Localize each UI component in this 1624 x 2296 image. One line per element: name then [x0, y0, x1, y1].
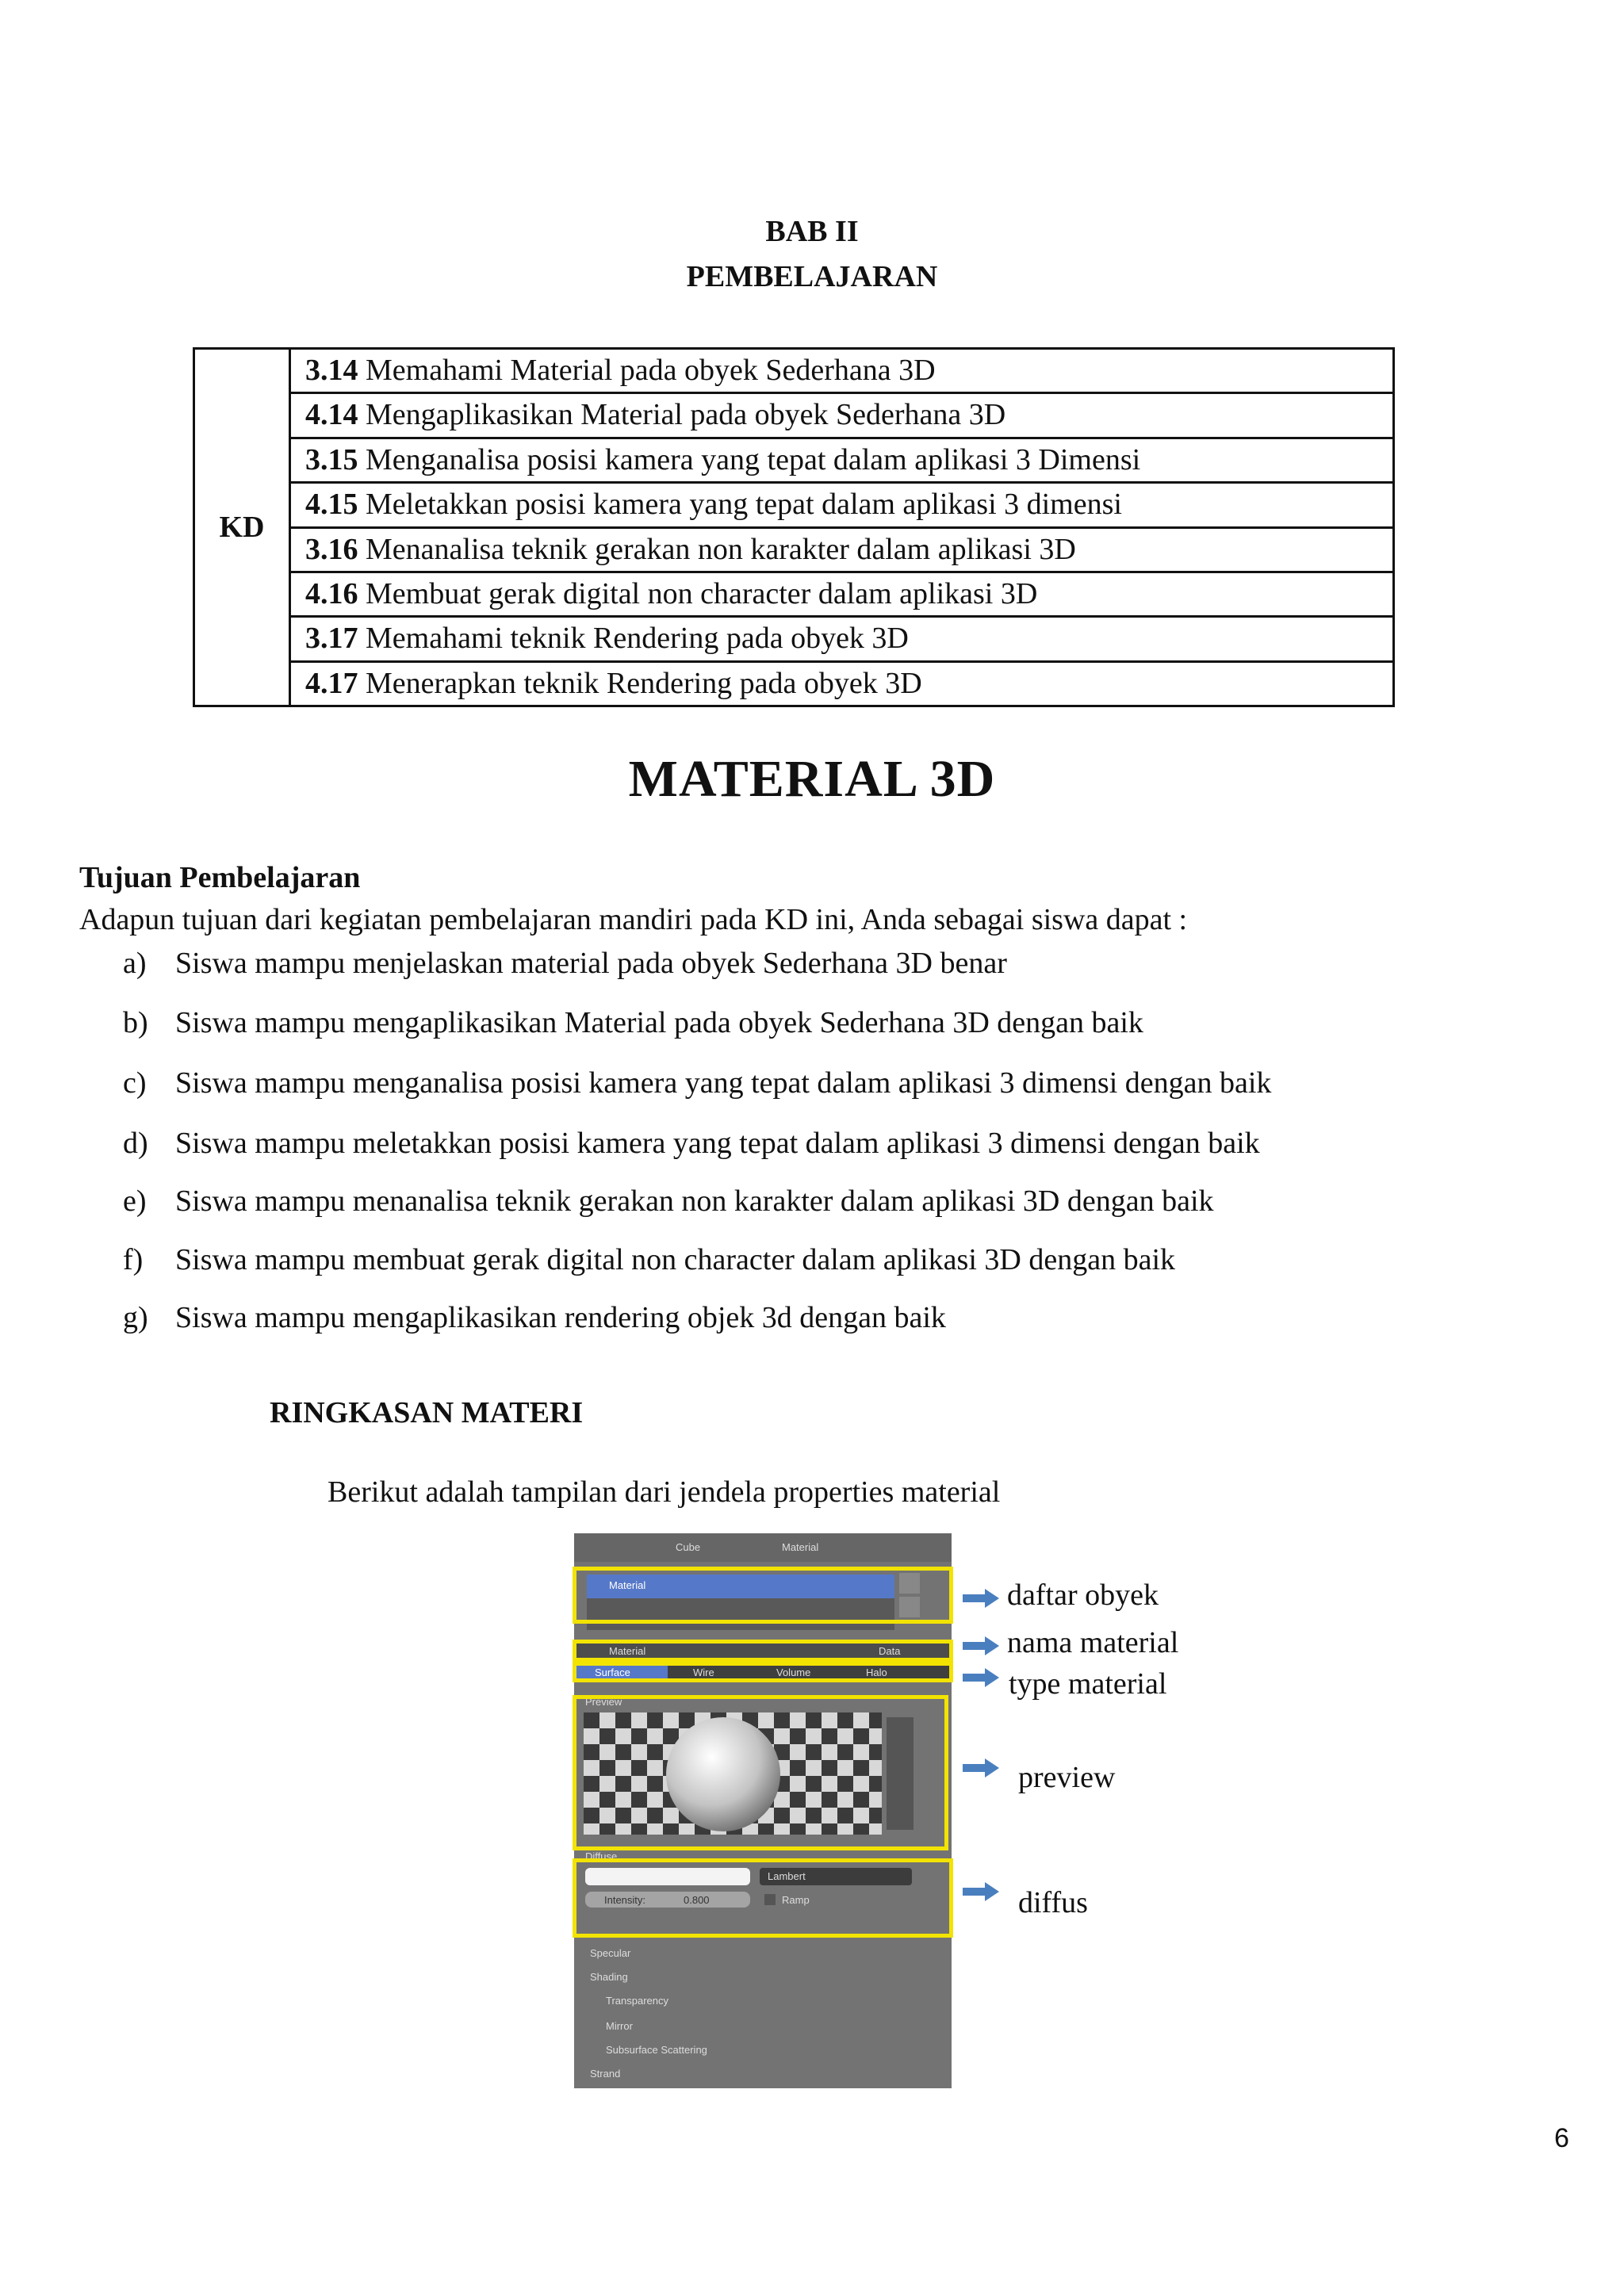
kd-table	[193, 347, 1395, 707]
objective-letter: g)	[123, 1301, 148, 1334]
chapter-heading: BAB II	[765, 215, 859, 248]
tujuan-heading: Tujuan Pembelajaran	[79, 861, 361, 894]
callout-nama-material: nama material	[1007, 1626, 1179, 1659]
objective-item	[123, 1242, 1175, 1277]
material-breadcrumb: Material	[782, 1541, 819, 1553]
highlight-nama-material	[573, 1640, 953, 1662]
tab-volume[interactable]: Volume	[776, 1667, 811, 1678]
objective-letter: a)	[123, 947, 147, 980]
objective-text: Siswa mampu mengaplikasikan Material pada obyek Sederhana 3D dengan baik	[175, 1006, 1143, 1039]
panel-subsurface-scattering[interactable]: Subsurface Scattering	[606, 2044, 707, 2056]
callout-daftar-obyek: daftar obyek	[1007, 1578, 1159, 1612]
callout-preview: preview	[1018, 1761, 1116, 1794]
arrow-right-icon	[963, 1589, 999, 1608]
section-title: MATERIAL 3D	[628, 750, 996, 808]
kd-row	[291, 350, 1392, 394]
highlight-daftar-obyek	[573, 1567, 953, 1624]
highlight-preview	[573, 1695, 948, 1850]
panel-specular[interactable]: Specular	[590, 1947, 631, 1959]
kd-code: 3.16	[305, 532, 358, 566]
chapter-subtitle: PEMBELAJARAN	[686, 260, 938, 293]
intensity-value: 0.800	[684, 1894, 710, 1906]
kd-text: Membuat gerak digital non character dalam aplikasi 3D	[358, 576, 1038, 610]
kd-text: Menerapkan teknik Rendering pada obyek 3D	[358, 666, 922, 700]
objective-item	[123, 1005, 1143, 1040]
material-name-field[interactable]: Material	[609, 1645, 646, 1657]
kd-text: Memahami teknik Rendering pada obyek 3D	[358, 622, 909, 656]
kd-code: 3.17	[305, 622, 358, 656]
panel-shading[interactable]: Shading	[590, 1971, 628, 1983]
kd-row	[291, 439, 1392, 484]
data-dropdown[interactable]: Data	[879, 1645, 901, 1657]
ramp-label: Ramp	[782, 1894, 810, 1906]
objective-item	[123, 1126, 1260, 1161]
objective-text: Siswa mampu menjelaskan material pada obyek Sederhana 3D benar	[175, 947, 1007, 980]
highlight-diffus	[573, 1858, 953, 1938]
objective-text: Siswa mampu menganalisa posisi kamera yang tepat dalam aplikasi 3 dimensi dengan baik	[175, 1066, 1272, 1100]
kd-text: Memahami Material pada obyek Sederhana 3D	[358, 354, 936, 387]
objective-letter: c)	[123, 1066, 147, 1100]
arrow-right-icon	[963, 1758, 999, 1777]
objective-text: Siswa mampu menanalisa teknik gerakan non karakter dalam aplikasi 3D dengan baik	[175, 1184, 1214, 1218]
objective-letter: b)	[123, 1006, 148, 1039]
kd-text: Menganalisa posisi kamera yang tepat dalam aplikasi 3 Dimensi	[358, 442, 1141, 476]
kd-row	[291, 618, 1392, 662]
ringkasan-heading: RINGKASAN MATERI	[270, 1396, 584, 1429]
page-number: 6	[1554, 2123, 1569, 2153]
preview-panel-header[interactable]: Preview	[585, 1696, 622, 1708]
arrow-right-icon	[963, 1882, 999, 1901]
kd-code: 3.15	[305, 442, 358, 476]
objective-letter: e)	[123, 1184, 147, 1218]
objective-letter: d)	[123, 1127, 148, 1160]
objective-text: Siswa mampu mengaplikasikan rendering objek 3d dengan baik	[175, 1301, 946, 1334]
object-name: Cube	[676, 1541, 701, 1553]
kd-code: 4.16	[305, 576, 358, 610]
arrow-right-icon	[963, 1668, 999, 1687]
ringkasan-intro: Berikut adalah tampilan dari jendela properties material	[327, 1475, 1001, 1509]
kd-code: 4.17	[305, 666, 358, 700]
intensity-label: Intensity:	[604, 1894, 646, 1906]
kd-row	[291, 484, 1392, 528]
context-header	[574, 1533, 952, 1562]
kd-row	[291, 529, 1392, 573]
highlight-type-material	[573, 1662, 953, 1682]
kd-text: Mengaplikasikan Material pada obyek Sederhana 3D	[358, 398, 1006, 432]
panel-strand[interactable]: Strand	[590, 2068, 621, 2080]
kd-text: Menanalisa teknik gerakan non karakter dalam aplikasi 3D	[358, 532, 1076, 566]
objective-item	[123, 946, 1007, 981]
tab-surface[interactable]: Surface	[595, 1667, 630, 1678]
kd-text: Meletakkan posisi kamera yang tepat dalam aplikasi 3 dimensi	[358, 488, 1122, 522]
kd-row	[291, 663, 1392, 707]
material-slot-name: Material	[609, 1579, 646, 1591]
kd-row	[291, 573, 1392, 618]
kd-label: KD	[195, 350, 291, 705]
kd-code: 4.15	[305, 488, 358, 522]
objective-text: Siswa mampu meletakkan posisi kamera yang tepat dalam aplikasi 3 dimensi dengan baik	[175, 1127, 1260, 1160]
callout-type-material: type material	[1009, 1667, 1167, 1701]
panel-transparency[interactable]: Transparency	[606, 1995, 668, 2007]
objective-letter: f)	[123, 1243, 144, 1276]
panel-mirror[interactable]: Mirror	[606, 2020, 633, 2032]
objective-item	[123, 1066, 1271, 1100]
objective-text: Siswa mampu membuat gerak digital non character dalam aplikasi 3D dengan baik	[175, 1243, 1175, 1276]
shader-value: Lambert	[768, 1870, 806, 1882]
callout-diffus: diffus	[1018, 1886, 1088, 1919]
tujuan-intro: Adapun tujuan dari kegiatan pembelajaran mandiri pada KD ini, Anda sebagai siswa dapat :	[79, 903, 1188, 936]
kd-row	[291, 394, 1392, 438]
tab-halo[interactable]: Halo	[866, 1667, 887, 1678]
diffuse-panel-header[interactable]: Diffuse	[585, 1850, 618, 1862]
objective-item	[123, 1300, 946, 1335]
arrow-right-icon	[963, 1636, 999, 1655]
kd-code: 4.14	[305, 398, 358, 432]
objective-item	[123, 1184, 1214, 1219]
tab-wire[interactable]: Wire	[693, 1667, 714, 1678]
kd-code: 3.14	[305, 354, 358, 387]
